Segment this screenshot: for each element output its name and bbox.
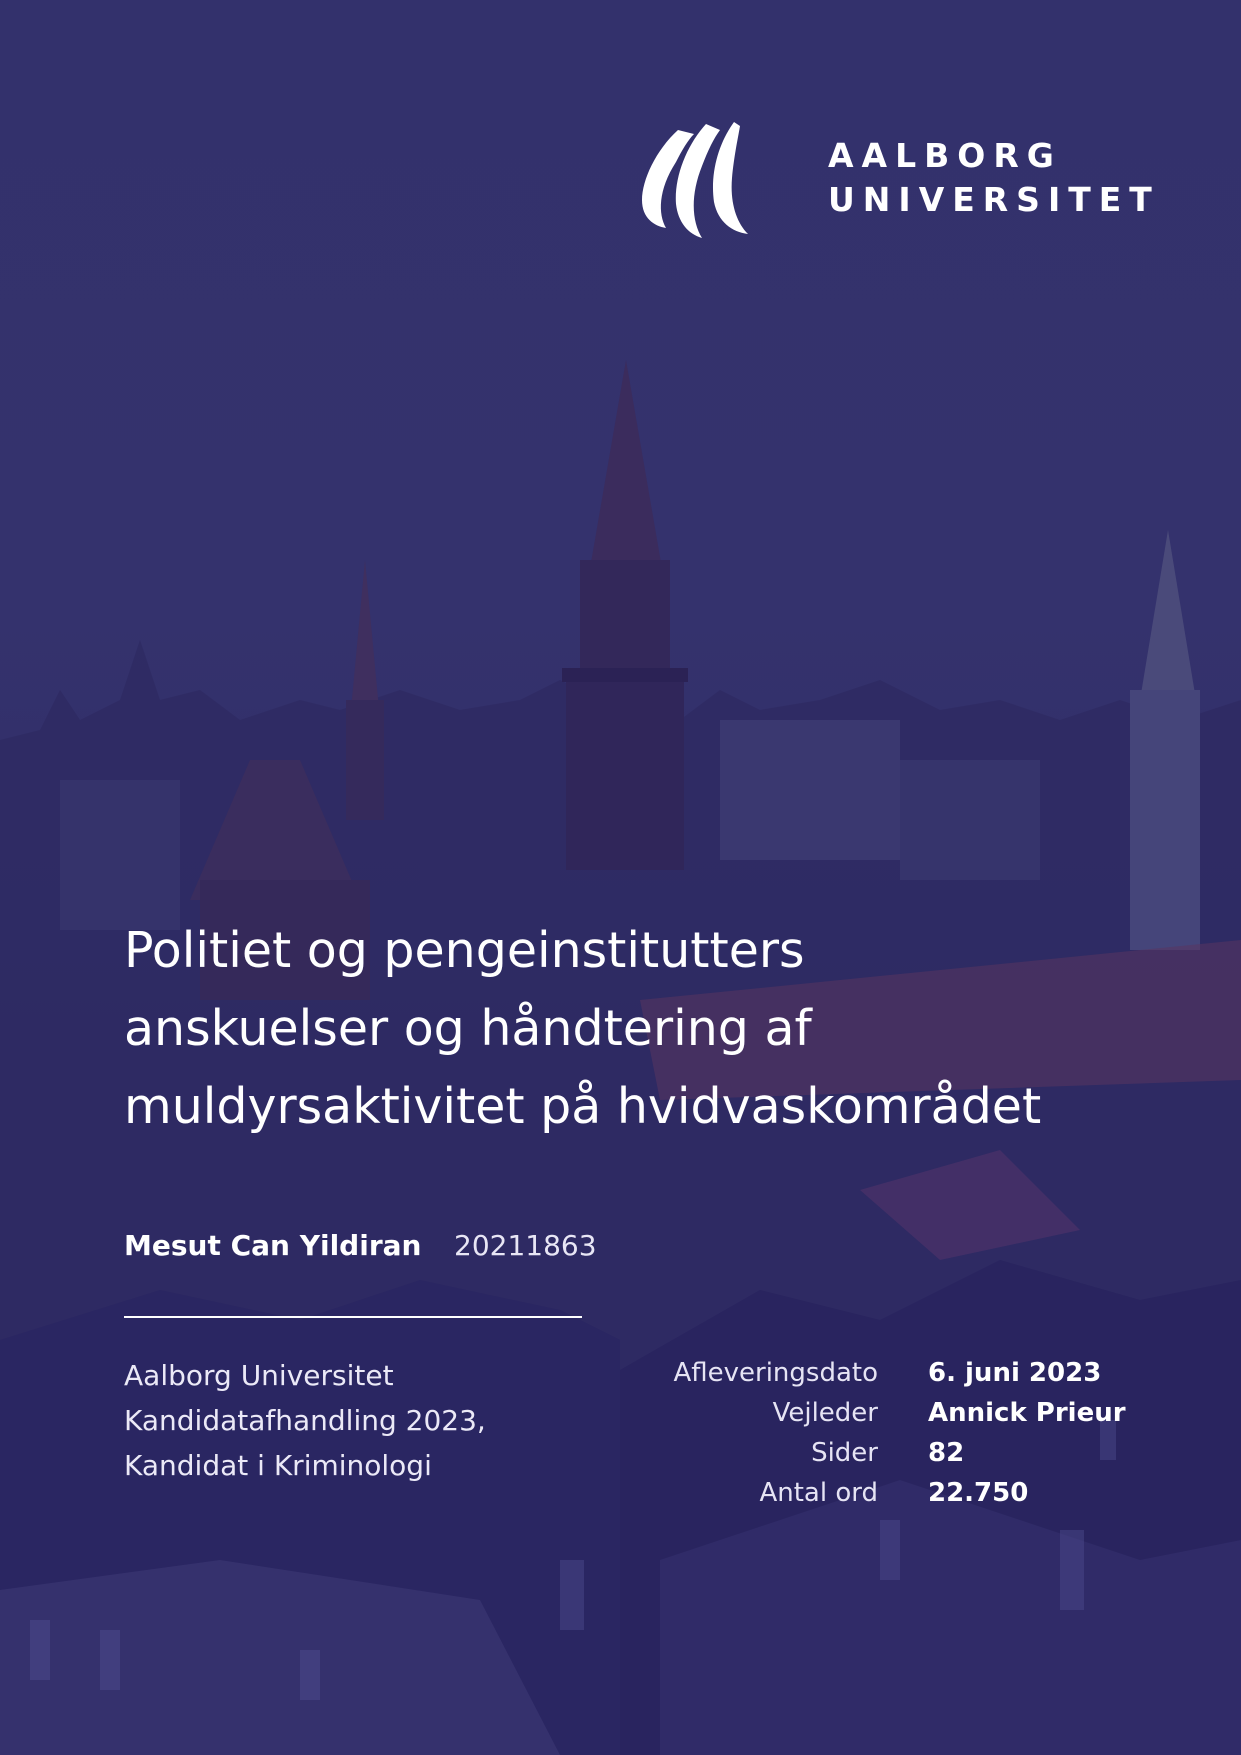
- meta-value: 22.750: [928, 1478, 1029, 1508]
- institution-line-3: Kandidat i Kriminologi: [124, 1449, 432, 1482]
- institution-line-2: Kandidatafhandling 2023,: [124, 1404, 486, 1437]
- meta-label: Afleveringsdato: [673, 1358, 878, 1388]
- institution-block: [124, 1353, 486, 1488]
- logo-wordmark: [828, 134, 1160, 222]
- title-line-2: anskuelser og håndtering af: [124, 1000, 812, 1057]
- meta-row-pages: [640, 1433, 1160, 1473]
- title-line-1: Politiet og pengeinstitutters: [124, 922, 805, 979]
- author-name: Mesut Can Yildiran: [124, 1229, 422, 1262]
- logo-line-2: UNIVERSITET: [828, 180, 1160, 219]
- divider-line: [124, 1316, 582, 1318]
- meta-row-submission-date: [640, 1353, 1160, 1393]
- meta-label: Sider: [811, 1438, 878, 1468]
- title-line-3: muldyrsaktivitet på hvidvaskområdet: [124, 1078, 1042, 1135]
- meta-value: 82: [928, 1438, 965, 1468]
- meta-row-word-count: [640, 1473, 1160, 1513]
- meta-label: Vejleder: [772, 1398, 878, 1428]
- thesis-meta-table: [640, 1353, 1160, 1513]
- student-id: 20211863: [454, 1229, 597, 1262]
- meta-label: Antal ord: [759, 1478, 878, 1508]
- logo-line-1: AALBORG: [828, 136, 1062, 175]
- thesis-title: [124, 912, 1124, 1146]
- meta-value: 6. juni 2023: [928, 1358, 1102, 1388]
- meta-value: Annick Prieur: [928, 1398, 1126, 1428]
- aalborg-university-logo: [636, 122, 1160, 244]
- institution-line-1: Aalborg Universitet: [124, 1359, 394, 1392]
- meta-row-supervisor: [640, 1393, 1160, 1433]
- aau-wave-logo-icon: [636, 122, 754, 244]
